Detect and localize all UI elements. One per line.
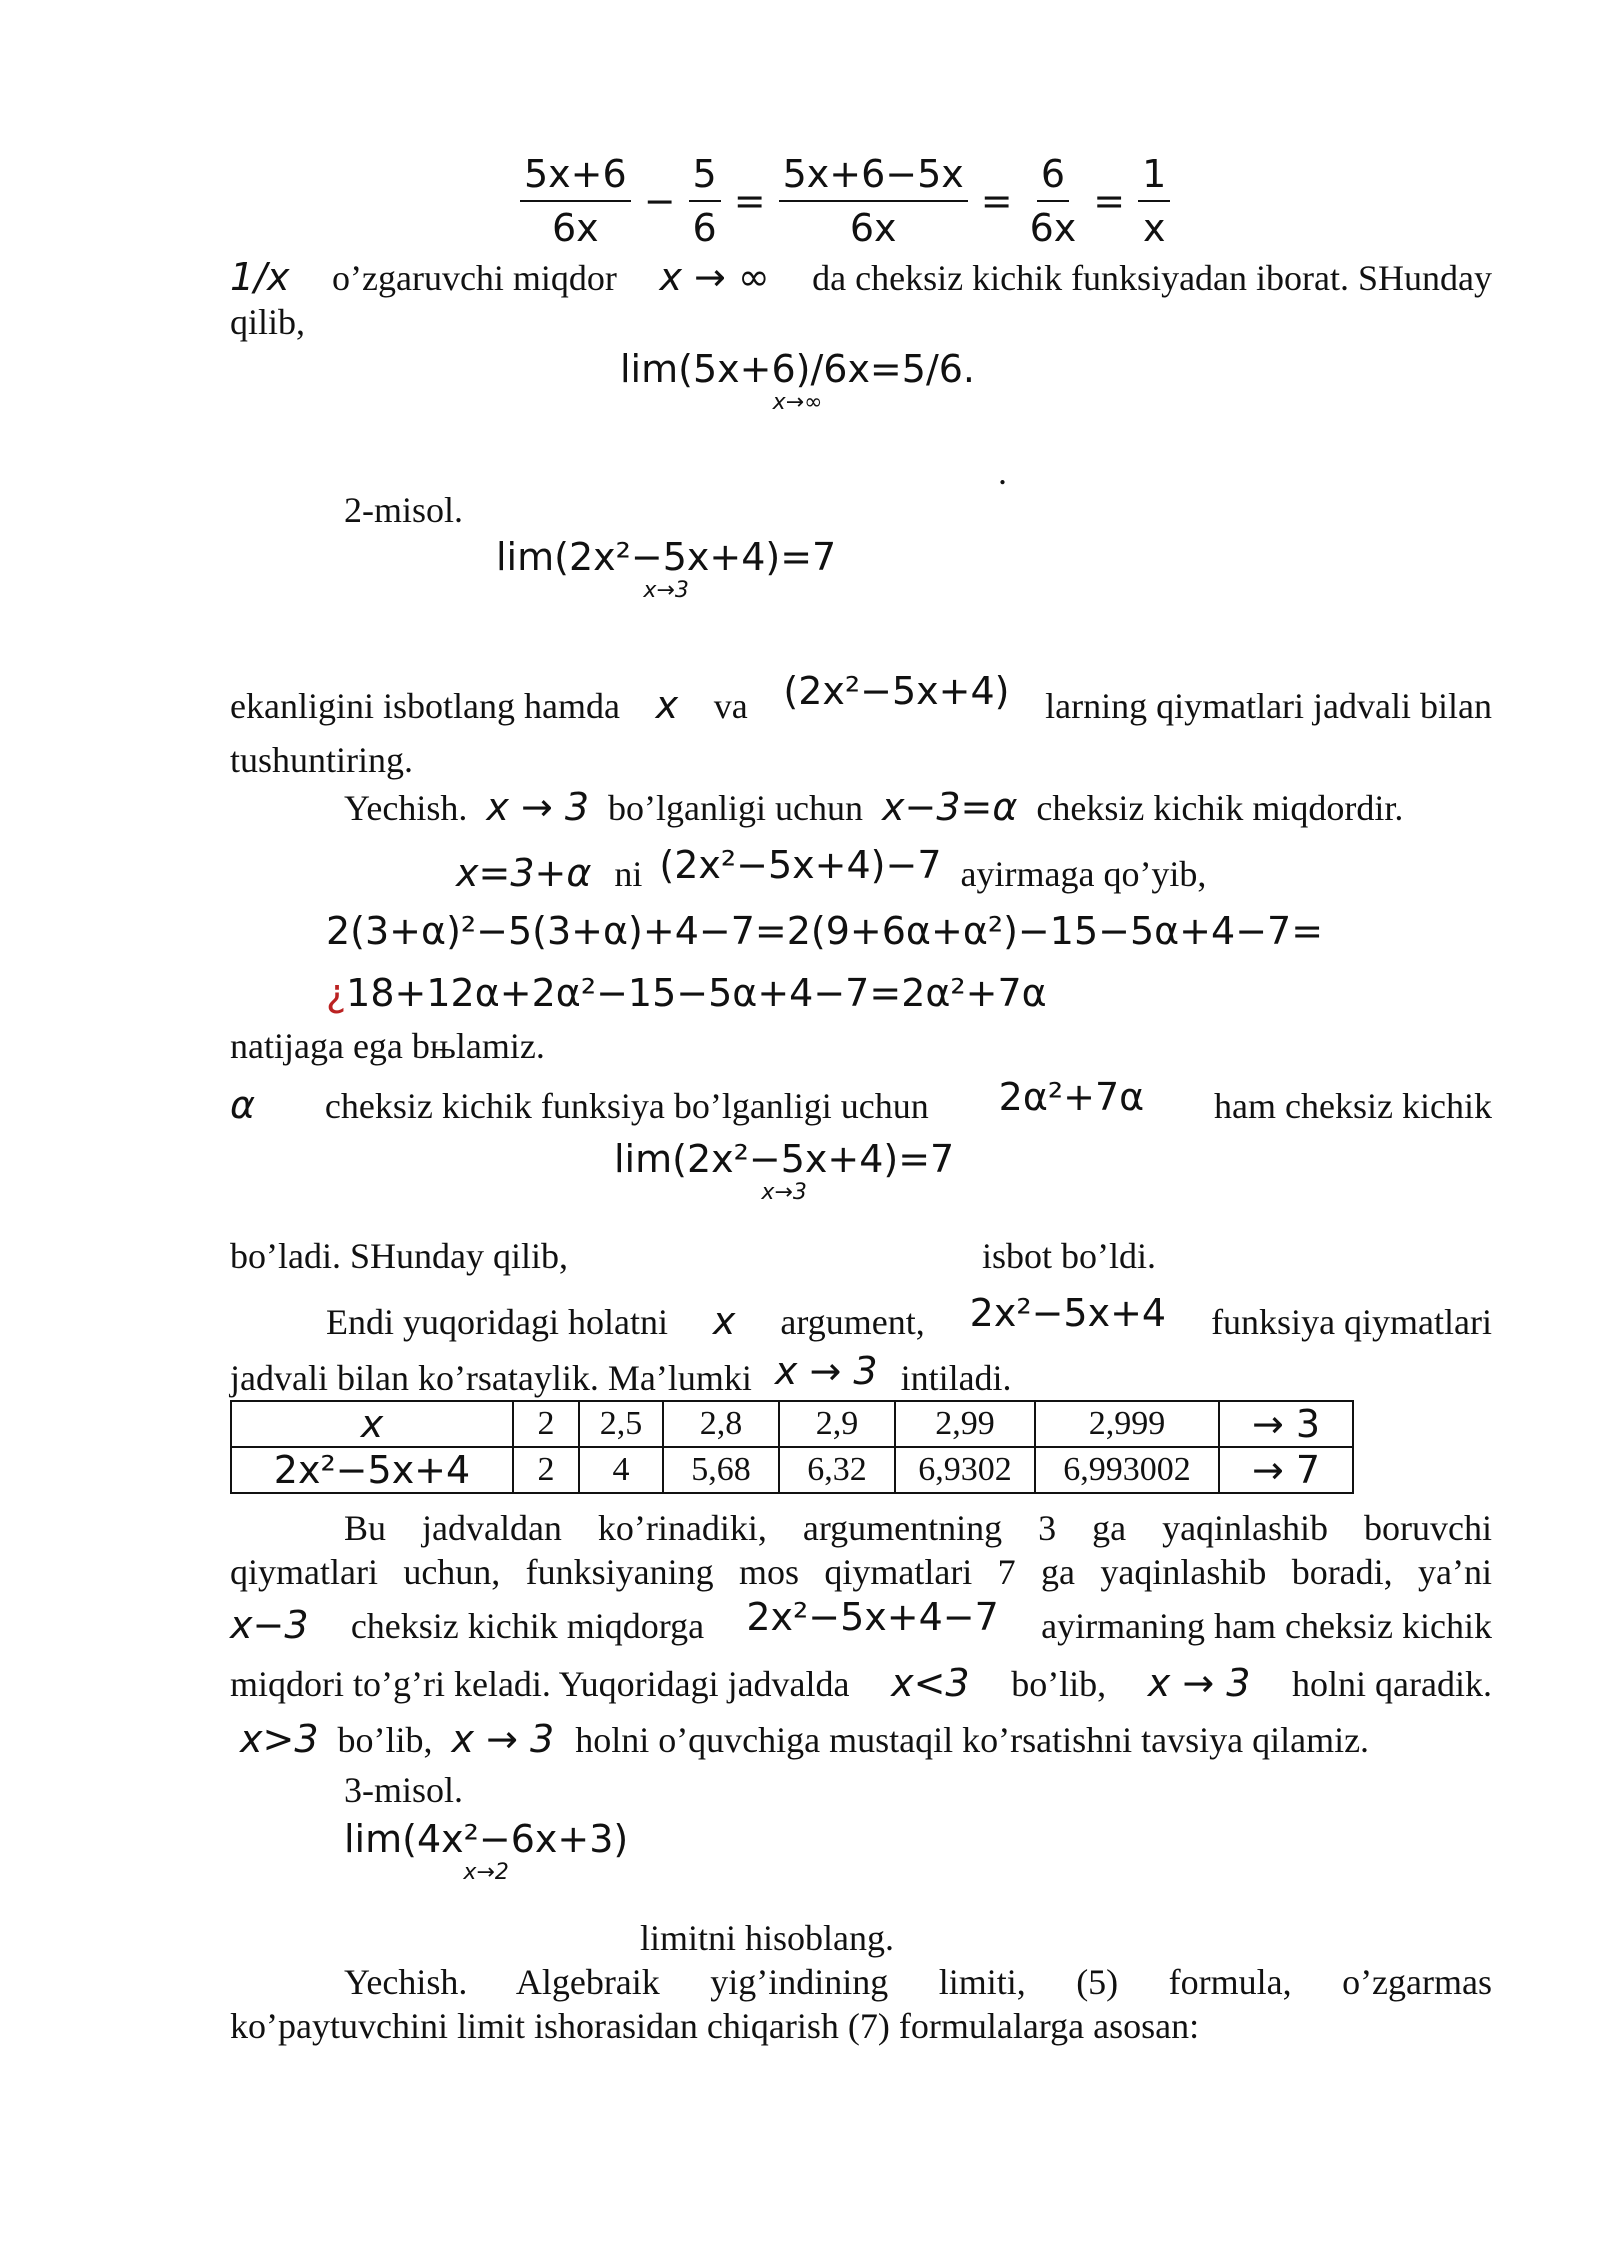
paragraph-line: limitni hisoblang. <box>640 1918 895 1958</box>
table-cell: 6,32 <box>779 1447 895 1493</box>
table-cell: 2 <box>513 1447 579 1493</box>
table-cell: 2,8 <box>663 1401 779 1447</box>
paragraph-line: x>3 bo’lib, x → 3 holni o’quvchiga mustaqil ko’rsatishni tavsiya qilamiz. <box>240 1717 1370 1761</box>
table-cell: 2,99 <box>895 1401 1035 1447</box>
table-cell: 4 <box>579 1447 663 1493</box>
paragraph-line: 1/x o’zgaruvchi miqdor x → ∞ da cheksiz kichik funksiyadan iborat. SHunday <box>230 255 1492 299</box>
paragraph-line: qiymatlari uchun, funksiyaning mos qiymatlari 7 ga yaqinlashib boradi, ya’ni <box>230 1552 1492 1592</box>
paragraph-line: natijaga ega bњlamiz. <box>230 1026 545 1066</box>
paragraph-line: α cheksiz kichik funksiya bo’lganligi uchun 2α²+7α ham cheksiz kichik <box>230 1075 1492 1127</box>
paragraph-line: ekanligini isbotlang hamda x va (2x²−5x+4) larning qiymatlari jadvali bilan <box>230 669 1492 727</box>
table-cell: 6,9302 <box>895 1447 1035 1493</box>
fraction: $\frac{5x+6}{6x}$ <box>520 152 631 251</box>
fraction-equation: $\frac{5x+6}{6x}$ − $\frac{5}{6}$ = $\frac{5x+6-5x}{6x}$ = $\frac{6}{6x}$ = $\frac{1}{x}$ <box>520 152 1170 251</box>
values-table <box>230 1400 1354 1494</box>
table-cell: 5,68 <box>663 1447 779 1493</box>
table-row <box>231 1401 1353 1447</box>
paragraph-line: ko’paytuvchini limit ishorasidan chiqarish (7) formulalarga asosan: <box>230 2006 1200 2046</box>
paragraph-line: x=3+α ni (2x²−5x+4)−7 ayirmaga qo’yib, <box>456 843 1207 895</box>
table-cell: 2x²−5x+4 <box>231 1447 513 1493</box>
table-cell: 2,9 <box>779 1401 895 1447</box>
table-cell: → 3 <box>1219 1401 1353 1447</box>
fraction: $\frac{5x+6-5x}{6x}$ <box>779 152 968 251</box>
example-heading: 2-misol. <box>344 490 464 530</box>
paragraph-line: Bu jadvaldan ko’rinadiki, argumentning 3 ga yaqinlashib boruvchi <box>344 1508 1492 1548</box>
table-row <box>231 1447 1353 1493</box>
paragraph-line: x−3 cheksiz kichik miqdorga 2x²−5x+4−7 ayirmaning ham cheksiz kichik <box>230 1595 1492 1647</box>
table-cell: 2 <box>513 1401 579 1447</box>
paragraph-line: qilib, <box>230 302 306 342</box>
paragraph-line: jadvali bilan ko’rsataylik. Ma’lumki x → 3 intiladi. <box>230 1349 1012 1398</box>
paragraph-line: isbot bo’ldi. <box>982 1236 1157 1276</box>
table-cell: 2,5 <box>579 1401 663 1447</box>
paragraph-line: Yechish. x → 3 bo’lganligi uchun x−3=α cheksiz kichik miqdordir. <box>344 785 1404 829</box>
table-cell: 2,999 <box>1035 1401 1219 1447</box>
fraction: $\frac{5}{6}$ <box>689 152 721 251</box>
paragraph-line: tushuntiring. <box>230 740 414 780</box>
paragraph-line: Yechish. Algebraik yig’indining limiti, (5) formula, o’zgarmas <box>344 1962 1492 2002</box>
table-cell: → 7 <box>1219 1447 1353 1493</box>
limit-expression: lim(2x²−5x+4)=7 x→3 <box>614 1137 955 1205</box>
limit-expression: lim(2x²−5x+4)=7 x→3 <box>496 535 837 603</box>
table-cell: 6,993002 <box>1035 1447 1219 1493</box>
stray-dot: . <box>998 452 1007 492</box>
table-cell: x <box>231 1401 513 1447</box>
fraction: $\frac{6}{6x}$ <box>1029 152 1077 250</box>
fraction: $\frac{1}{x}$ <box>1138 152 1170 251</box>
paragraph-line: Endi yuqoridagi holatni x argument, 2x²−5x+4 funksiya qiymatlari <box>326 1291 1492 1343</box>
example-heading: 3-misol. <box>344 1770 464 1810</box>
paragraph-line: miqdori to’g’ri keladi. Yuqoridagi jadvalda x<3 bo’lib, x → 3 holni qaradik. <box>230 1661 1492 1705</box>
limit-expression: lim(5x+6)/6x=5/6. x→∞ <box>620 347 976 415</box>
equation-line: 2(3+α)²−5(3+α)+4−7=2(9+6α+α²)−15−5α+4−7= <box>326 909 1324 953</box>
limit-expression: lim(4x²−6x+3) x→2 <box>344 1817 629 1885</box>
equation-line: ¿18+12α+2α²−15−5α+4−7=2α²+7α <box>326 971 1047 1015</box>
paragraph-line: bo’ladi. SHunday qilib, <box>230 1236 568 1276</box>
